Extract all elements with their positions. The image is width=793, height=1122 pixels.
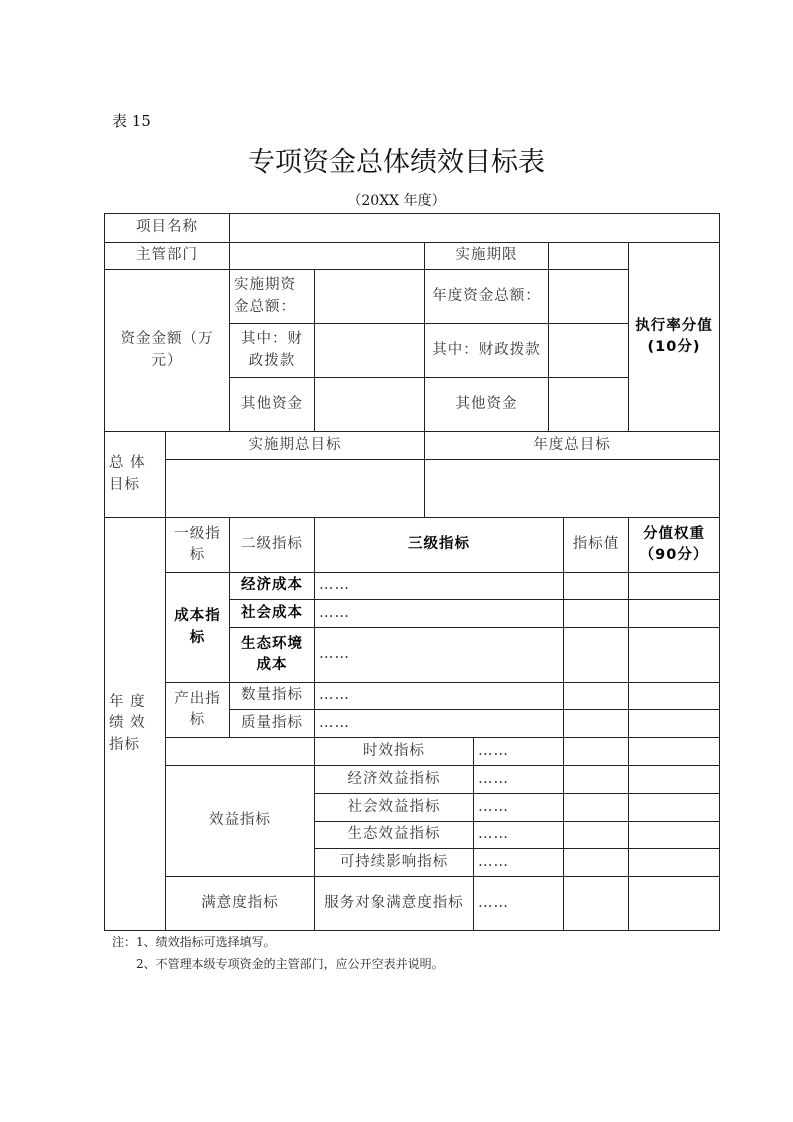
level2-header (229, 517, 315, 573)
period-label-text: 实施期限 (455, 247, 518, 264)
social_cost-label (229, 599, 315, 628)
weight-header-text: 分值权重（90分） (639, 525, 709, 563)
econ_benefit-label (314, 765, 474, 794)
satisfaction-label (165, 876, 315, 931)
department-field[interactable] (229, 242, 425, 270)
service_sat-value-text: …… (478, 894, 509, 911)
econ_benefit-value-text: …… (478, 770, 509, 787)
quantity-indicator-value[interactable] (563, 682, 629, 710)
annual-indicators-label-text: 年 度绩 效指标 (109, 694, 146, 753)
sustain-weight[interactable] (628, 848, 720, 877)
social_benefit-value-text: …… (478, 798, 509, 815)
project-name-field[interactable] (229, 213, 720, 243)
econ_benefit-value[interactable] (473, 765, 564, 794)
econ_cost-value-text: …… (319, 577, 350, 594)
benefit-label (165, 765, 315, 877)
period-goal-field[interactable] (165, 459, 425, 518)
cost-label (165, 572, 230, 683)
annual-total-label-text: 年度资金总额： (432, 287, 541, 304)
note-2: 2、不管理本级专项资金的主管部门，应公开空表并说明。 (136, 957, 444, 971)
eco_cost-weight[interactable] (628, 627, 720, 683)
social_cost-indicator-value[interactable] (563, 599, 629, 628)
level2-header-text: 二级指标 (241, 536, 303, 553)
service_sat-weight[interactable] (628, 876, 720, 931)
weight-header (628, 517, 720, 573)
other-2-label (424, 377, 549, 432)
eco_cost-value[interactable] (314, 627, 564, 683)
econ_cost-weight[interactable] (628, 572, 720, 600)
other-1-label-text: 其他资金 (241, 395, 303, 412)
sustain-indicator-value[interactable] (563, 848, 629, 877)
quality-weight[interactable] (628, 709, 720, 738)
funds-label (104, 269, 230, 432)
eco_benefit-weight[interactable] (628, 821, 720, 849)
timeliness-weight[interactable] (628, 737, 720, 766)
blank-cell (165, 737, 315, 766)
eco_cost-value-text: …… (319, 646, 350, 663)
sustain-label-text: 可持续影响指标 (339, 853, 449, 870)
eco_benefit-label (314, 821, 474, 849)
overall-goal-label (104, 431, 166, 518)
period-goal-label-text: 实施期总目标 (248, 436, 342, 453)
timeliness-label (314, 737, 474, 766)
service_sat-value[interactable] (473, 876, 564, 931)
social_cost-value[interactable] (314, 599, 564, 628)
level3-header (314, 517, 564, 573)
social_benefit-label (314, 793, 474, 822)
econ_cost-label-text: 经济成本 (241, 577, 303, 594)
eco_cost-label (229, 627, 315, 683)
quality-label (229, 709, 315, 738)
annual-goal-label (424, 431, 720, 460)
quantity-label-text: 数量指标 (241, 687, 303, 704)
page-title: 专项资金总体绩效目标表 (248, 147, 545, 178)
econ_benefit-indicator-value[interactable] (563, 765, 629, 794)
econ_cost-value[interactable] (314, 572, 564, 600)
period-field[interactable] (548, 242, 629, 270)
cost-label-text: 成本指标 (174, 608, 221, 646)
output-label-text: 产出指标 (174, 690, 221, 728)
fiscal-1-label-text: 其中：财政拨款 (241, 331, 303, 369)
fiscal-1-field[interactable] (314, 323, 425, 378)
period-total-label-text: 实施期资金总额： (234, 277, 296, 315)
social_benefit-label-text: 社会效益指标 (347, 798, 441, 815)
eco_benefit-label-text: 生态效益指标 (347, 826, 441, 843)
note-1: 注：1、绩效指标可选择填写。 (112, 935, 276, 949)
funds-label-text: 资金金额（万元） (120, 331, 214, 369)
quality-label-text: 质量指标 (241, 714, 303, 731)
annual-total-label (424, 269, 549, 324)
table-number: 表 15 (112, 112, 151, 130)
eco_benefit-value[interactable] (473, 821, 564, 849)
social_benefit-indicator-value[interactable] (563, 793, 629, 822)
satisfaction-label-text: 满意度指标 (201, 894, 279, 911)
year-subtitle: （20XX 年度） (347, 193, 446, 209)
exec-rate-label (628, 242, 720, 432)
quality-value-text: …… (319, 714, 350, 731)
fiscal-2-field[interactable] (548, 323, 629, 378)
other-2-field[interactable] (548, 377, 629, 432)
quantity-value[interactable] (314, 682, 564, 710)
sustain-value[interactable] (473, 848, 564, 877)
overall-goal-label-text: 总 体目标 (109, 455, 146, 493)
timeliness-label-text: 时效指标 (363, 742, 425, 759)
indicator-value-header (563, 517, 629, 573)
quantity-value-text: …… (319, 687, 350, 704)
social_cost-value-text: …… (319, 604, 350, 621)
econ_benefit-weight[interactable] (628, 765, 720, 794)
department-label (104, 242, 230, 270)
output-label (165, 682, 230, 738)
fiscal-1-label (229, 323, 315, 378)
quantity-weight[interactable] (628, 682, 720, 710)
exec-rate-label-text: 执行率分值(10分) (635, 317, 713, 355)
level3-header-text: 三级指标 (408, 536, 470, 553)
other-2-label-text: 其他资金 (455, 395, 518, 412)
period-goal-label (165, 431, 425, 460)
department-label-text: 主管部门 (136, 247, 198, 264)
service_sat-indicator-value[interactable] (563, 876, 629, 931)
benefit-label-text: 效益指标 (209, 812, 271, 829)
other-1-label (229, 377, 315, 432)
quality-value[interactable] (314, 709, 564, 738)
eco_cost-label-text: 生态环境成本 (241, 635, 303, 673)
sustain-value-text: …… (478, 853, 509, 870)
annual-goal-label-text: 年度总目标 (533, 436, 611, 453)
timeliness-value[interactable] (473, 737, 564, 766)
quantity-label (229, 682, 315, 710)
indicator-value-header-text: 指标值 (572, 536, 620, 553)
econ_cost-label (229, 572, 315, 600)
service_sat-label-text: 服务对象满意度指标 (324, 894, 464, 911)
project-name-label (104, 213, 230, 243)
level1-header-text: 一级指标 (174, 525, 221, 563)
annual-goal-field[interactable] (424, 459, 720, 518)
period-total-label (229, 269, 315, 324)
fiscal-2-label (424, 323, 549, 378)
econ_cost-indicator-value[interactable] (563, 572, 629, 600)
other-1-field[interactable] (314, 377, 425, 432)
timeliness-value-text: …… (478, 742, 509, 759)
project-name-label-text: 项目名称 (136, 219, 198, 236)
eco_benefit-value-text: …… (478, 826, 509, 843)
social_benefit-value[interactable] (473, 793, 564, 822)
eco_benefit-indicator-value[interactable] (563, 821, 629, 849)
econ_benefit-label-text: 经济效益指标 (347, 770, 441, 787)
social_benefit-weight[interactable] (628, 793, 720, 822)
timeliness-indicator-value[interactable] (563, 737, 629, 766)
social_cost-weight[interactable] (628, 599, 720, 628)
annual-indicators-label (104, 517, 166, 931)
period-label (424, 242, 549, 270)
sustain-label (314, 848, 474, 877)
period-total-field[interactable] (314, 269, 425, 324)
level1-header (165, 517, 230, 573)
fiscal-2-label-text: 其中：财政拨款 (432, 341, 541, 358)
eco_cost-indicator-value[interactable] (563, 627, 629, 683)
service_sat-label (314, 876, 474, 931)
annual-total-field[interactable] (548, 269, 629, 324)
quality-indicator-value[interactable] (563, 709, 629, 738)
social_cost-label-text: 社会成本 (241, 604, 303, 621)
